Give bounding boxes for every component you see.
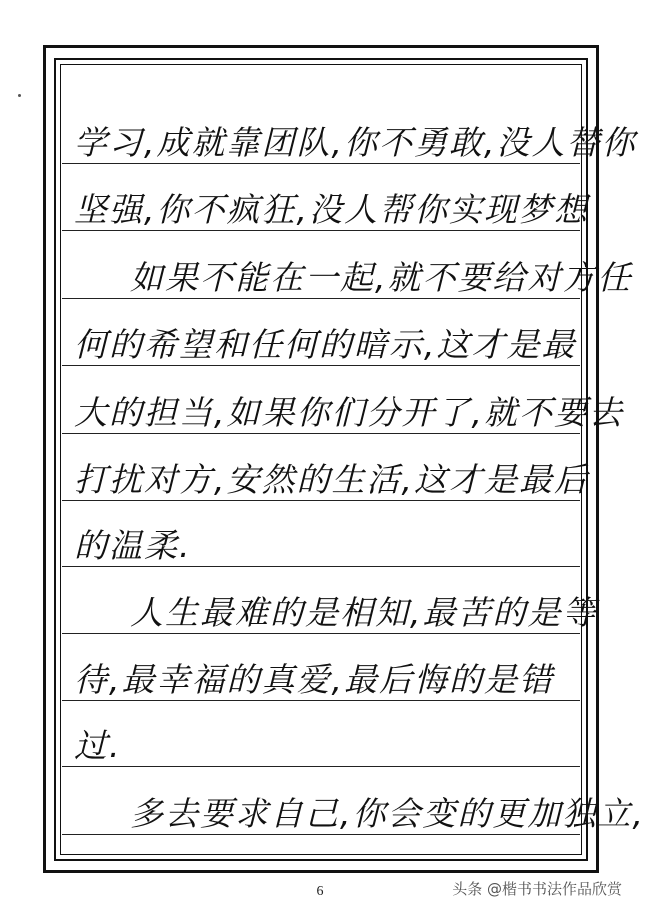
ruled-line — [62, 633, 580, 634]
ruled-line — [62, 365, 580, 366]
text-line-5: 大的担当,如果你们分开了,就不要去 — [74, 393, 624, 432]
page-number: 6 — [316, 884, 324, 899]
text-line-11: 多去要求自己,你会变的更加独立, — [130, 794, 645, 833]
text-line-8: 人生最难的是相知,最苦的是等 — [130, 593, 598, 632]
text-line-1: 学习,成就靠团队,你不勇敢,没人替你 — [74, 123, 637, 162]
text-line-3: 如果不能在一起,就不要给对方任 — [130, 258, 633, 297]
ruled-line — [62, 766, 580, 767]
text-line-2: 坚强,你不疯狂,没人帮你实现梦想 — [74, 190, 589, 229]
ruled-line — [62, 500, 580, 501]
text-line-6: 打扰对方,安然的生活,这才是最后 — [74, 460, 589, 499]
text-line-9: 待,最幸福的真爱,最后悔的是错 — [74, 660, 554, 699]
ruled-line — [62, 566, 580, 567]
ruled-line — [62, 834, 580, 835]
text-line-4: 何的希望和任何的暗示,这才是最 — [74, 325, 577, 364]
ruled-line — [62, 230, 580, 231]
text-line-7: 的温柔. — [74, 526, 192, 565]
watermark: 头条 @楷书书法作品欣赏 — [452, 880, 622, 898]
ruled-line — [62, 298, 580, 299]
ruled-line — [62, 433, 580, 434]
ruled-line — [62, 163, 580, 164]
text-line-10: 过. — [74, 726, 122, 765]
ruled-line — [62, 700, 580, 701]
scan-speck — [18, 94, 21, 97]
